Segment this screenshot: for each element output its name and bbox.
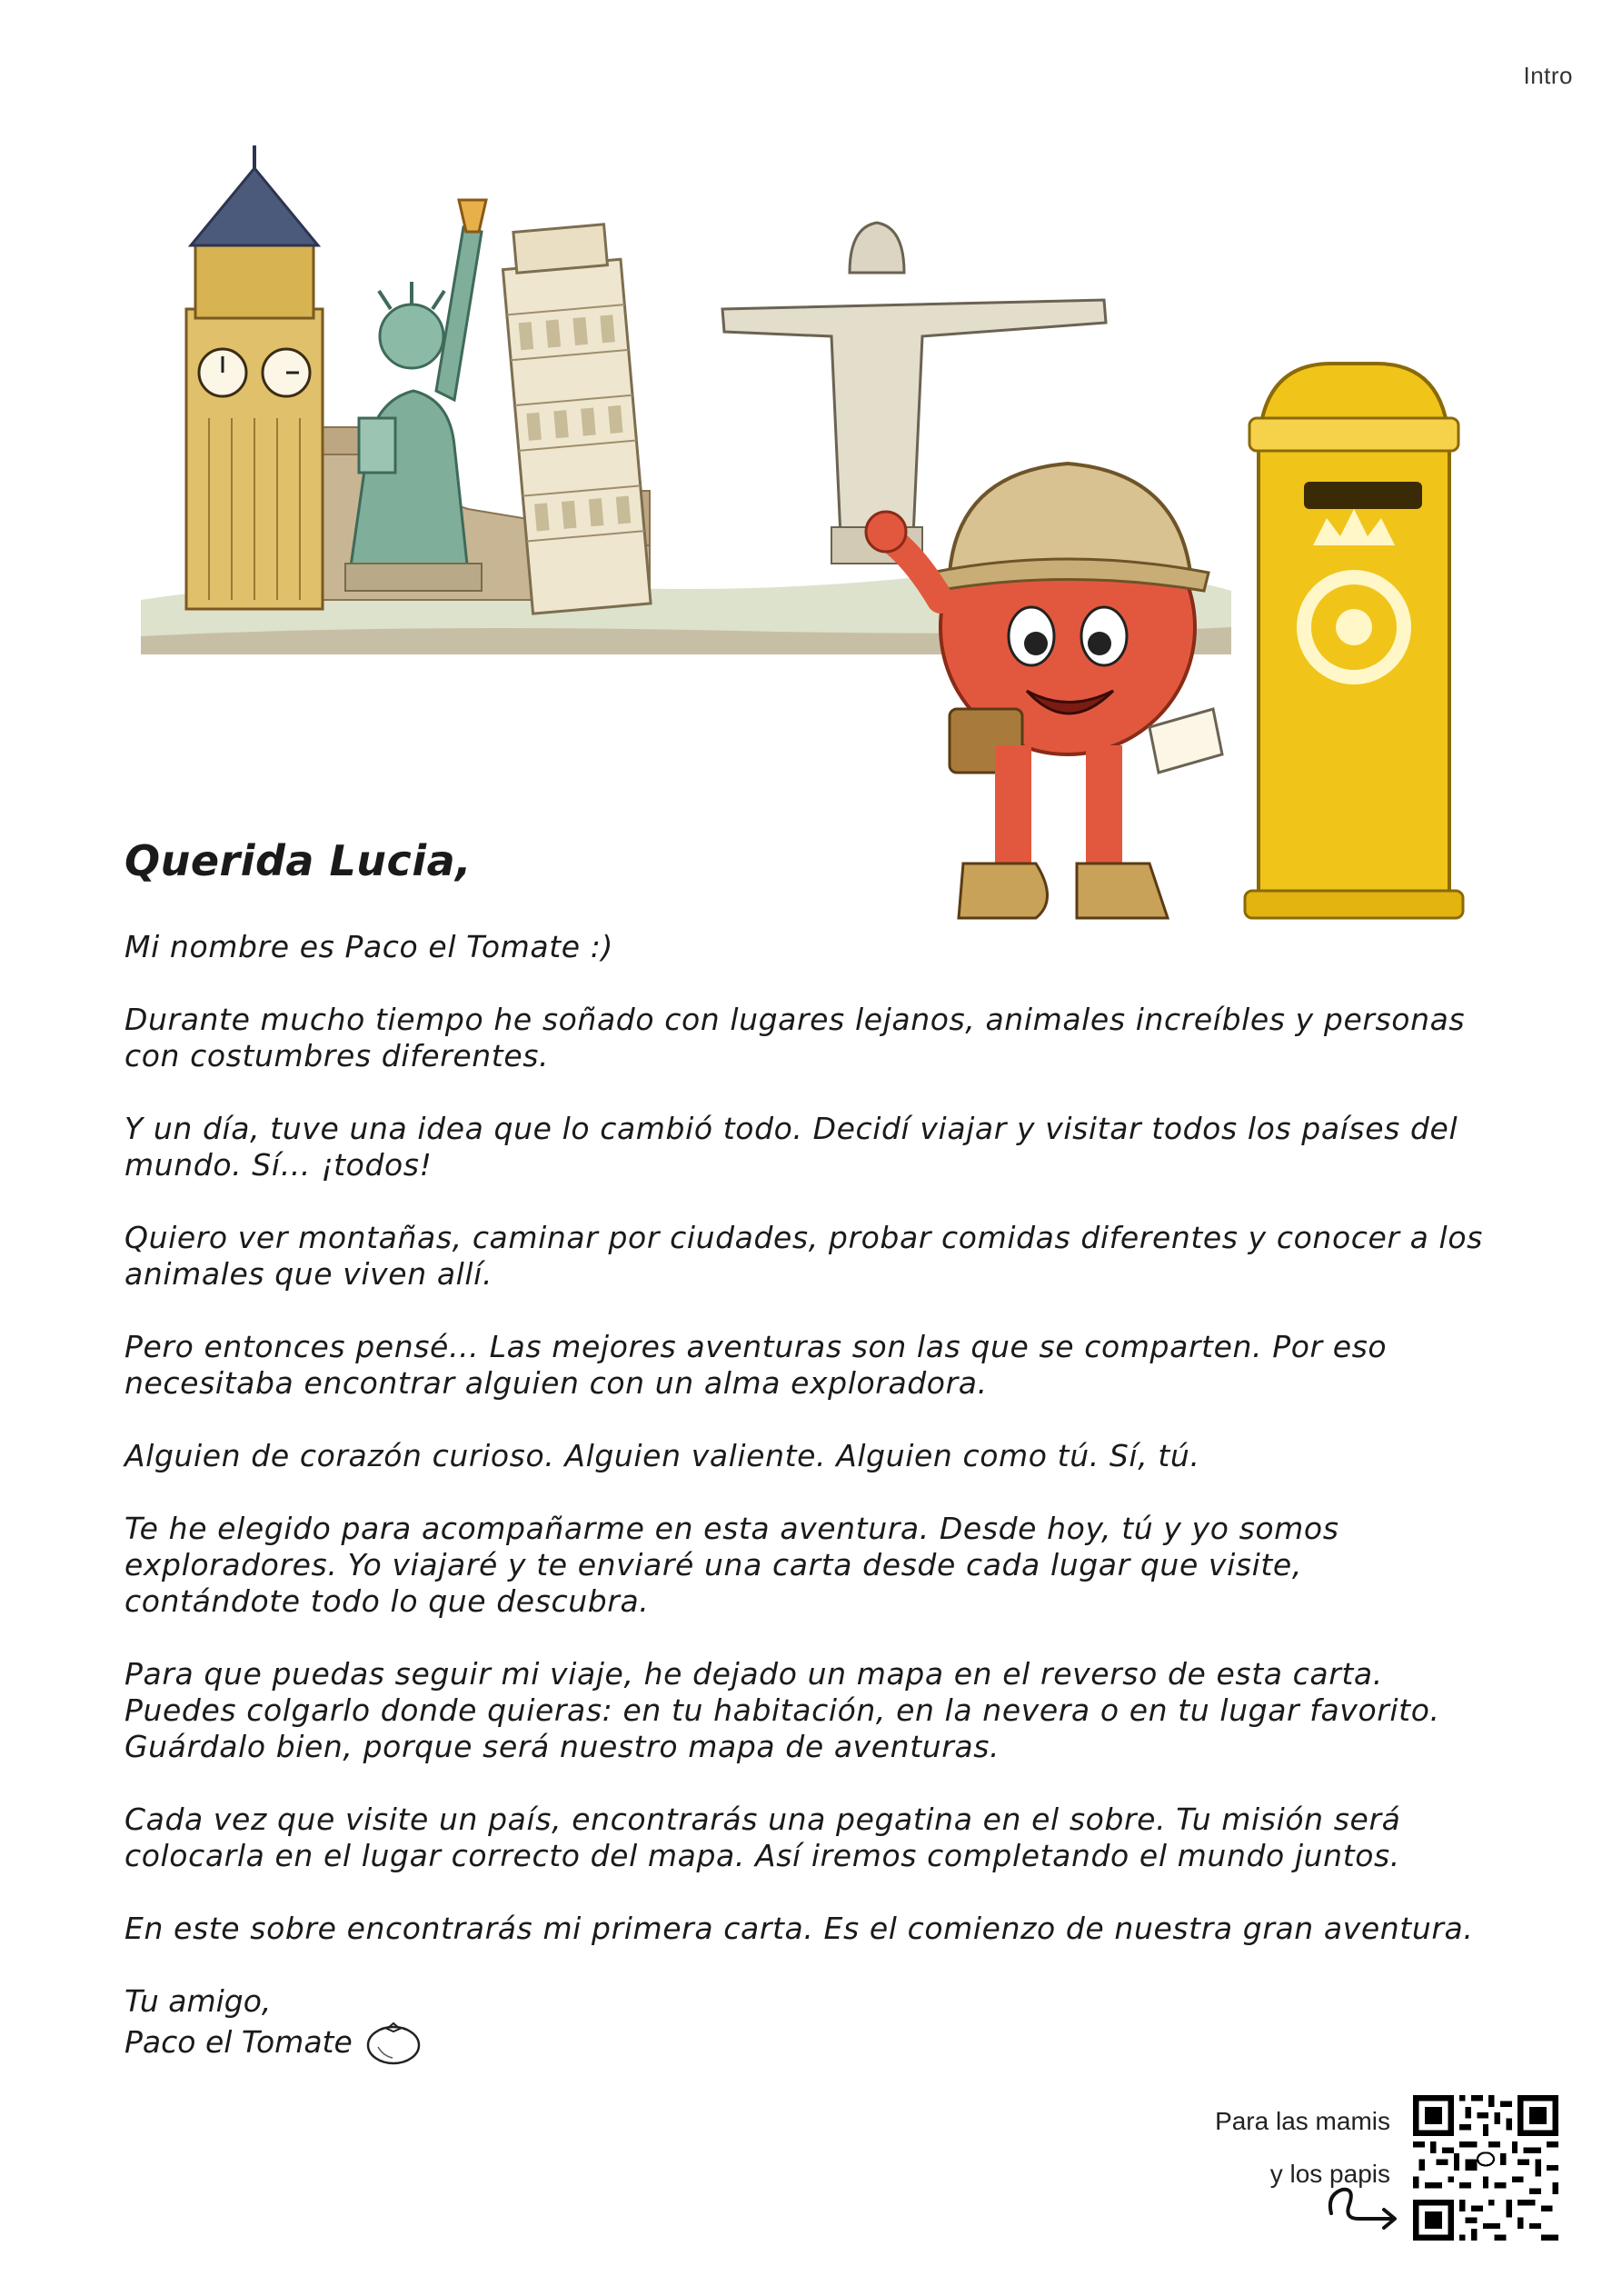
qr-code-icon[interactable]	[1413, 2095, 1558, 2241]
letter-paragraph: Mi nombre es Paco el Tomate :)	[124, 929, 613, 964]
curly-arrow-icon	[1322, 2177, 1404, 2231]
letter-signoff	[124, 1983, 1488, 2065]
letter-paragraph: Quiero ver montañas, caminar por ciudades, probar comidas diferentes y conocer a los animales que viven allí.	[124, 1220, 1483, 1292]
signature-line	[124, 2020, 1488, 2065]
letter-paragraph: Durante mucho tiempo he soñado con lugares lejanos, animales increíbles y personas con costumbres diferentes.	[124, 1002, 1466, 1073]
landmarks-illustration	[141, 145, 1504, 927]
parents-note-line1: Para las mamis	[1215, 2107, 1390, 2135]
page-label: Intro	[1523, 62, 1573, 89]
signoff-text: Tu amigo,	[124, 1983, 272, 2019]
letter-paragraph: Para que puedas seguir mi viaje, he dejado un mapa en el reverso de esta carta. Puedes colgarlo donde quieras: en tu habitación, en la nevera o en tu lugar favorito. Guárdalo bien, porque será nuestro mapa de aventuras.	[124, 1656, 1440, 1764]
letter-paragraph: Alguien de corazón curioso. Alguien valiente. Alguien como tú. Sí, tú.	[124, 1438, 1200, 1473]
big-ben-icon	[186, 145, 323, 609]
letter-paragraph: En este sobre encontrarás mi primera carta. Es el comienzo de nuestra gran aventura.	[124, 1911, 1474, 1946]
letter-paragraph: Te he elegido para acompañarme en esta aventura. Desde hoy, tú y yo somos exploradores. Yo viajaré y te enviaré una carta desde cada lugar que visite, contándote todo lo que descubra.	[124, 1511, 1339, 1619]
mailbox-icon	[1245, 364, 1463, 918]
signature-name: Paco el Tomate	[124, 2024, 353, 2060]
tomato-doodle-icon	[365, 2020, 422, 2065]
letter-greeting: Querida Lucia,	[124, 836, 473, 885]
parents-note-line2: y los papis	[1269, 2160, 1390, 2188]
letter-paragraph: Y un día, tuve una idea que lo cambió todo. Decidí viajar y visitar todos los países del mundo. Sí… ¡todos!	[124, 1111, 1458, 1183]
letter-paragraph: Cada vez que visite un país, encontrarás una pegatina en el sobre. Tu misión será colocarla en el lugar correcto del mapa. Así iremos completando el mundo juntos.	[124, 1802, 1401, 1873]
letter-paragraph: Pero entonces pensé… Las mejores aventuras son las que se comparten. Por eso necesitaba encontrar alguien con un alma exploradora.	[124, 1329, 1388, 1401]
letter-body	[124, 836, 1488, 2065]
